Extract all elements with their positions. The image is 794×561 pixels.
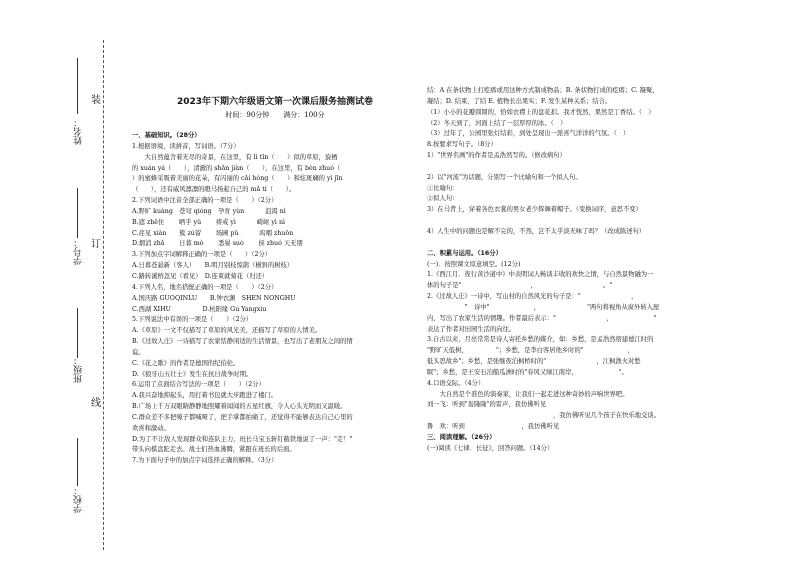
- right-text-line: (一)．按照课文原意填空。(12分): [427, 260, 521, 268]
- right-text-line: [427, 162, 764, 173]
- left-text-line: D.为了不让敌人发现群众和连队主力，班长马宝玉斩钉截铁地说了一声："走！": [132, 435, 353, 443]
- left-text-line: A.国庆路 GUOQINLU B.钟衣渊 SHEN NONGHU: [132, 294, 296, 302]
- right-text-line: 4）人生中的问题也是解不完的，不然，岂不太乎淡无味了吗？（改成陈述句）: [427, 227, 646, 235]
- left-text-line: B.广场上千万双眼睛静静地照耀着闻闻的五星红旗，令人心头光明而又温暖。: [132, 403, 347, 411]
- left-text-line: 带头向棋盘陀走去。战士们热血沸腾，紧跟在班长的后面。: [132, 446, 296, 454]
- right-text-line: 3.自古以来，月亮常常是诗人寄托乡愁的媒介，如：乡愁，是孟浩然宿建德江时的: [427, 336, 654, 344]
- right-text-line: 二、积累与运用。（16分）: [427, 249, 502, 257]
- left-text-line: 2.下列词语中注音全部正确的一项是（ ）（2分）: [132, 197, 278, 205]
- right-text-line: 1）"世界名画"的作者是孟浩然写的。（修改病句）: [427, 152, 566, 160]
- left-text-line: C.群众差不多把嗓子都喊哑了，把手掌都拍痛了，还觉得不能够表达自己心里的: [132, 413, 353, 421]
- right-text-line: 3）在马背上，穿着各色衣裳的男女老少挥舞着帽子。（变换词序，意思不变）: [427, 206, 642, 214]
- school-blank-line: [77, 438, 78, 486]
- class-label: 班级：: [74, 356, 84, 383]
- left-text-line: A.《草原》一文不仅描写了草原的风光美，还描写了草原的人情美。: [132, 327, 322, 335]
- left-text-line: 欢喜和激动。: [132, 424, 170, 432]
- exam-subtitle: 时间：90分钟 满分：100分: [225, 111, 325, 119]
- left-text-line: C.《花之歌》的作者是德国的纪伯伦。: [132, 359, 240, 367]
- class-blank-line: [77, 308, 78, 358]
- right-text-line: [427, 216, 764, 227]
- right-text-line: 凝结；D. 结束，了结 E. 植物长出果实；F. 发生某种关系；结合。: [427, 97, 612, 105]
- right-text-line: 内，写出了农家生活的情趣。作者最后表示：" ， ": [427, 314, 657, 322]
- left-text-line: 7.为下面句子中的加点字词选择正确的解释。（3分）: [132, 457, 278, 465]
- left-text-line: C.路转溪桥忽见（看见） D.连束就菊花（归还）: [132, 272, 269, 280]
- name-label: 姓名：: [74, 118, 84, 145]
- right-text-line: （2）冬天到了，河面上结了一层厚厚的冰。（ ）: [427, 119, 567, 127]
- exam-title: 2023年下期六年级语文第一次课后服务抽测试卷: [176, 97, 374, 107]
- right-text-line: 大自然是个准色的演奏家，让我们一起走进这种奇妙的声响世界吧。: [427, 390, 629, 398]
- left-text-line: A.日暮苍悬新（客人） B.明月别枝惊鹊（横斜的树枝）: [132, 262, 294, 270]
- left-text-line: 谊。: [132, 348, 145, 356]
- right-column: [427, 86, 764, 455]
- left-text-line: A.我兴奋地抑起头，用打着书包就大步跑进了楼门。: [132, 392, 278, 400]
- right-text-line: ②拟人句：: [427, 195, 459, 203]
- left-text-line: 1.根据语境，读拼音，写词语。（7分）: [132, 142, 240, 150]
- binding-word-ding: 订: [91, 237, 101, 253]
- right-text-line: 8.按要求写句子。（8分）: [427, 141, 497, 149]
- left-text-line: D.《狼牙山五壮士》发生在抗日战争时期。: [132, 370, 253, 378]
- right-text-line: 表达了作者对田园生活的向往。: [427, 325, 516, 333]
- left-text-line: C.荏见 xiàn 簇 zú留 场圃 pǔ 呜咽 zhuǒn: [132, 229, 294, 237]
- right-text-line: 结：A 在条状物上打疙瘩或用这种方式制成物品；B. 条状物打成的疙瘩；C. 凝聚，: [427, 87, 659, 94]
- left-text-line: A.野旷 kuàng 苍穹 qióng 孕育 yùn 沮渴 nì: [132, 207, 286, 215]
- left-column: [132, 131, 418, 467]
- left-text-line: B.《过故人庄》一诗描写了农家恬静闲适的生活情景，也写出了老朋友之间的情: [132, 338, 353, 346]
- left-text-line: ）的蜜蜂采吸着美丽的花朵，有闪丽的 cǎi hóng（ ）和炫斑斓的 yì jīn: [132, 175, 343, 183]
- right-text-line: 4.口语交际。（4分）: [427, 379, 485, 387]
- right-text-line: (一)阅读《七律．长征》，回答问题。（14分）: [427, 444, 554, 452]
- left-text-line: 3.下列加点字词解释正确的一项是（ ）（2分）: [132, 251, 272, 259]
- right-text-line: 2.《过故人庄》一诗中，写山村的自然风光的句子是：" ，: [427, 293, 638, 301]
- binding-margin: [0, 0, 118, 561]
- right-text-line: 鲁 欢：听到 ，我仿佛听见: [427, 423, 560, 431]
- right-text-line: 低头思故乡"；乡愁，是张继夜泊枫桥时的" ，江枫渔火对愁: [427, 358, 641, 366]
- binding-word-zhuang: 装: [91, 93, 101, 109]
- left-text-line: 5.下列说法中有误的一项是（ ）（2分）: [132, 316, 253, 324]
- left-text-line: D.烟消 zhǎ 日暮 mò 悉晏 suò 侯 zhuó 天无朋: [132, 240, 303, 248]
- right-text-line: " 诗中" ， "两句将视角从窗外转入屋: [427, 303, 660, 311]
- right-text-line: 眠"；乡愁，是王安石泊船瓜洲时的"春风又绿江南岸， "。: [427, 368, 628, 376]
- right-text-line: 三、阅读理解。（26分）: [427, 434, 496, 441]
- left-text-line: 一、基础知识。（28分）: [132, 132, 201, 139]
- left-text-line: 6.运用了点面结合写法的一项是（ ）（2分）: [132, 381, 265, 389]
- binding-line: [103, 40, 104, 550]
- right-text-line: ①比喻句：: [427, 184, 459, 192]
- right-text-line: 体的句子是" ， 。": [427, 282, 613, 290]
- right-text-line: 1.《西江月．夜行黄沙道中》中表明词人畅谈丰收的欢快之情，与自然景物融为一: [427, 271, 654, 279]
- left-text-line: C.西湖 XIHU D.杭阳缘 Gu Yangxiu: [132, 305, 267, 313]
- right-text-line: 2）以"河流"为话题，分别写一个比喻句和一个拟人句。: [427, 173, 582, 181]
- left-text-line: （ ），还有威风凛凛的瞪马扬起自己的 mǎ tí（ ）。: [132, 186, 296, 194]
- right-text-line: （3）过年了，公园里张灯结彩，到处呈现出一派喜气洋洋的气氛。（ ）: [427, 130, 630, 138]
- school-label: 学校：: [74, 486, 84, 513]
- right-text-line: "野旷天低树， "；乡愁，是李白客居他乡时的" ，: [427, 347, 635, 355]
- right-text-line: ，我仿佛听见几个孩子在快乐地交谈。: [427, 412, 660, 420]
- right-text-line: [427, 238, 764, 249]
- left-text-line: 大自然蕴含着无尽的奇景，在这里，有 lì tǐn（ ）似的草原，旋栖: [132, 153, 338, 161]
- left-text-line: B.遮 zhē住 晒乎 yǔ 祷戒 yì 崎岖 yì nì: [132, 218, 286, 226]
- right-text-line: （1）小小的花瓣圆圆的，恰如衣襟上的盘花扣。我才恍然，果然是丁香结。（ ）: [427, 108, 655, 116]
- left-text-line: 的 xuán yá（ ），清澈的 shān jiàn（ ），在这里，有 bèn zhuó（: [132, 164, 353, 172]
- binding-word-xian: 线: [91, 396, 101, 412]
- left-text-line: 4.下列人名，地名搭配正确的一项是（ ）（2分）: [132, 283, 278, 291]
- name-blank-line: [77, 58, 78, 114]
- student-id-label: 学号：: [74, 238, 84, 265]
- right-text-line: 刘一飞：听到"轰隆隆"的雷声，我仿佛听见: [427, 401, 547, 409]
- student-id-blank-line: [77, 188, 78, 238]
